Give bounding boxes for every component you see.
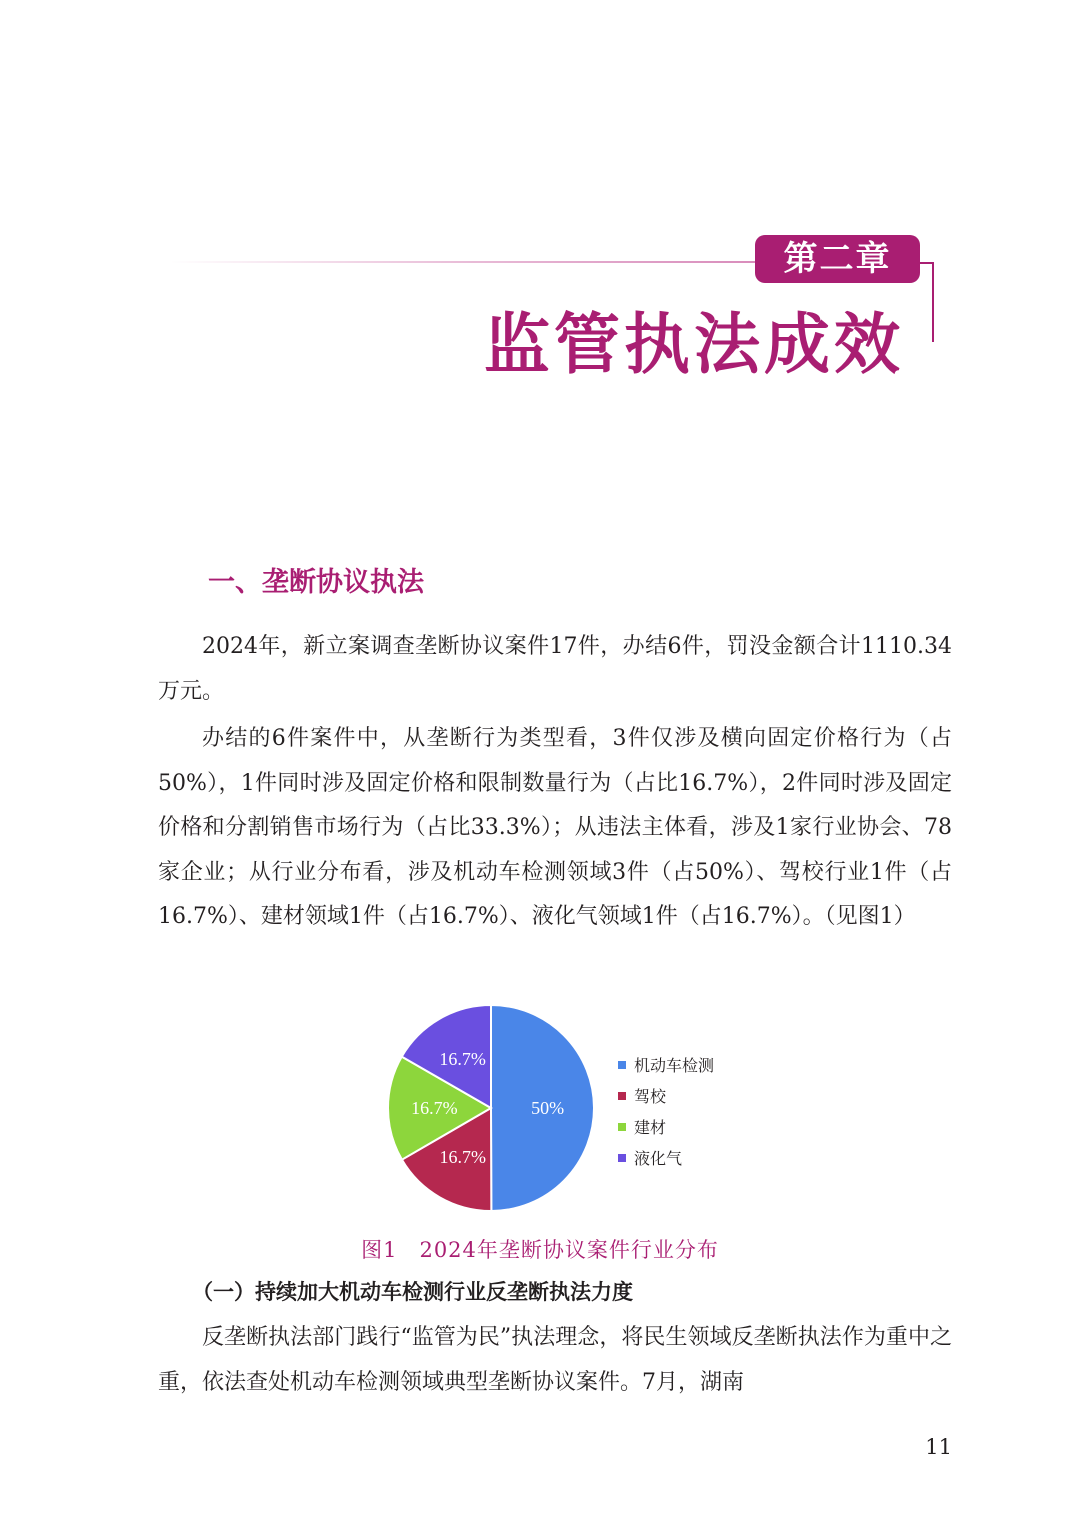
legend-swatch-3 [618, 1123, 626, 1131]
legend-label-2: 驾校 [634, 1087, 667, 1106]
chapter-divider-line [170, 261, 770, 263]
section-heading: 一、垄断协议执法 [208, 567, 424, 598]
pie-label-3: 16.7% [411, 1098, 458, 1119]
sub-heading: （一）持续加大机动车检测行业反垄断执法力度 [192, 1280, 633, 1304]
pie-label-4: 16.7% [439, 1048, 486, 1069]
pie-label-2: 16.7% [439, 1147, 487, 1168]
legend-swatch-4 [618, 1154, 626, 1162]
legend-label-1: 机动车检测 [634, 1056, 715, 1075]
chapter-title: 监管执法成效 [484, 306, 904, 383]
pie-label-1: 50% [531, 1097, 565, 1118]
figure-caption: 图1 2024年垄断协议案件行业分布 [361, 1238, 719, 1262]
legend-label-3: 建材 [634, 1118, 667, 1137]
paragraph-1: 2024年，新立案调查垄断协议案件17件，办结6件，罚没金额合计1110.34万元。 [158, 634, 952, 704]
paragraph-3: 反垄断执法部门践行“监管为民”执法理念，将民生领域反垄断执法作为重中之重，依法查处机动车检测领域典型垄断协议案件。7月，湖南 [158, 1325, 952, 1395]
legend-swatch-1 [618, 1061, 626, 1069]
legend-swatch-2 [618, 1092, 626, 1100]
legend-label-4: 液化气 [634, 1149, 683, 1168]
pie-chart [370, 1000, 740, 1220]
paragraph-2: 办结的6件案件中，从垄断行为类型看，3件仅涉及横向固定价格行为（占50%），1件同时涉及固定价格和限制数量行为（占比16.7%），2件同时涉及固定价格和分割销售市场行为（占比33.3%）；从违法主体看，涉及1家行业协会、78家企业；从行业分布看，涉及机动车检测领域3件（占50%）、驾校行业1件（占16.7%）、建材领域1件（占16.7%）、液化气领域1件（占16.7%）。（见图1） [158, 726, 952, 929]
chapter-bracket-decoration [920, 262, 934, 342]
chapter-label: 第二章 [755, 235, 920, 283]
page-number: 11 [925, 1435, 952, 1459]
